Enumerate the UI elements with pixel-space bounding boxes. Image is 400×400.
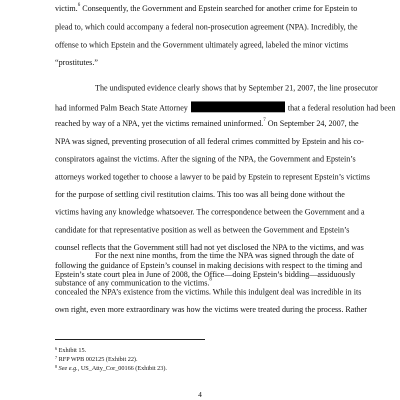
paragraph-line: counsel reflects that the Government still had not yet disclosed the NPA to the victims, and was [55,243,364,253]
footnote-number: 7 [55,355,58,360]
paragraph-line: candidate for that representative position as well as between the Government and Epstein’s [55,225,350,235]
footnote [55,356,138,364]
paragraph-line: NPA was signed, preventing prosecution of all federal crimes committed by Epstein and his co- [55,136,364,146]
paragraph-line: conspirators against the victims. After the signing of the NPA, the Government and Epstein’s [55,154,356,164]
paragraph-line: had informed Palm Beach State Attorney that a federal resolution had been [55,103,396,113]
paragraph-line: The undisputed evidence clearly shows that by September 21, 2007, the line prosecutor [95,83,378,93]
redaction-box [191,101,285,112]
footnote [55,347,86,355]
paragraph-line: following the guidance of Epstein’s counsel in making decisions with respect to the timing and [55,261,363,270]
paragraph-line: victims having any knowledge whatsoever. The correspondence between the Government and a [55,207,365,217]
paragraph-line: offense to which Epstein and the Government ultimately agreed, labeled the minor victims [55,40,349,50]
paragraph-line: own right, even more extraordinary was how the victims were treated during the process. Rather [55,305,367,315]
paragraph-line: reached by way of a NPA, yet the victims remained uninformed.$^7$ On September 24, 2007, the [55,118,359,129]
footnote-ref: 7 [263,118,266,124]
footnote-text: Exhibit 15. [58,347,87,354]
paragraph-line: plead to, which could accompany a federal non-prosecution agreement (NPA). Incredibly, the [55,22,358,32]
footnote-number: 6 [55,346,58,351]
footnote-italic: See e.g. [58,365,78,372]
paragraph-line: Epstein’s state court plea in June of 2008, the Office—doing Epstein’s bidding—assiduously [55,269,356,279]
footnote-divider [55,339,205,340]
paragraph-line: attorneys worked together to choose a lawyer to be paid by Epstein to represent Epstein’s victims [55,172,370,182]
page-number: 4 [198,390,202,399]
paragraph-line: substance of any communication to the victims.$^8$ [55,277,212,288]
footnote-text: , US_Atty_Cor_00166 (Exhibit 23). [77,365,167,372]
footnote-ref: 6 [77,2,81,8]
paragraph-line: concealed the NPA’s existence from the victims. While this indulgent deal was incredible in its [55,287,362,297]
footnote-ref: 8 [209,277,212,283]
paragraph-line: for the purpose of settling civil restitution claims. This too was all being done without the [55,190,345,199]
footnote [55,365,167,373]
footnote-text: RFP WPB 002125 (Exhibit 22). [58,356,138,363]
paragraph-line: victim.$^6$ Consequently, the Government and Epstein searched for another crime for Epstein to [55,2,358,13]
footnote-number: 8 [55,364,58,369]
paragraph-line: For the next nine months, from the time the NPA was signed through the date of [95,251,355,261]
paragraph-line: “prostitutes.” [55,58,98,67]
